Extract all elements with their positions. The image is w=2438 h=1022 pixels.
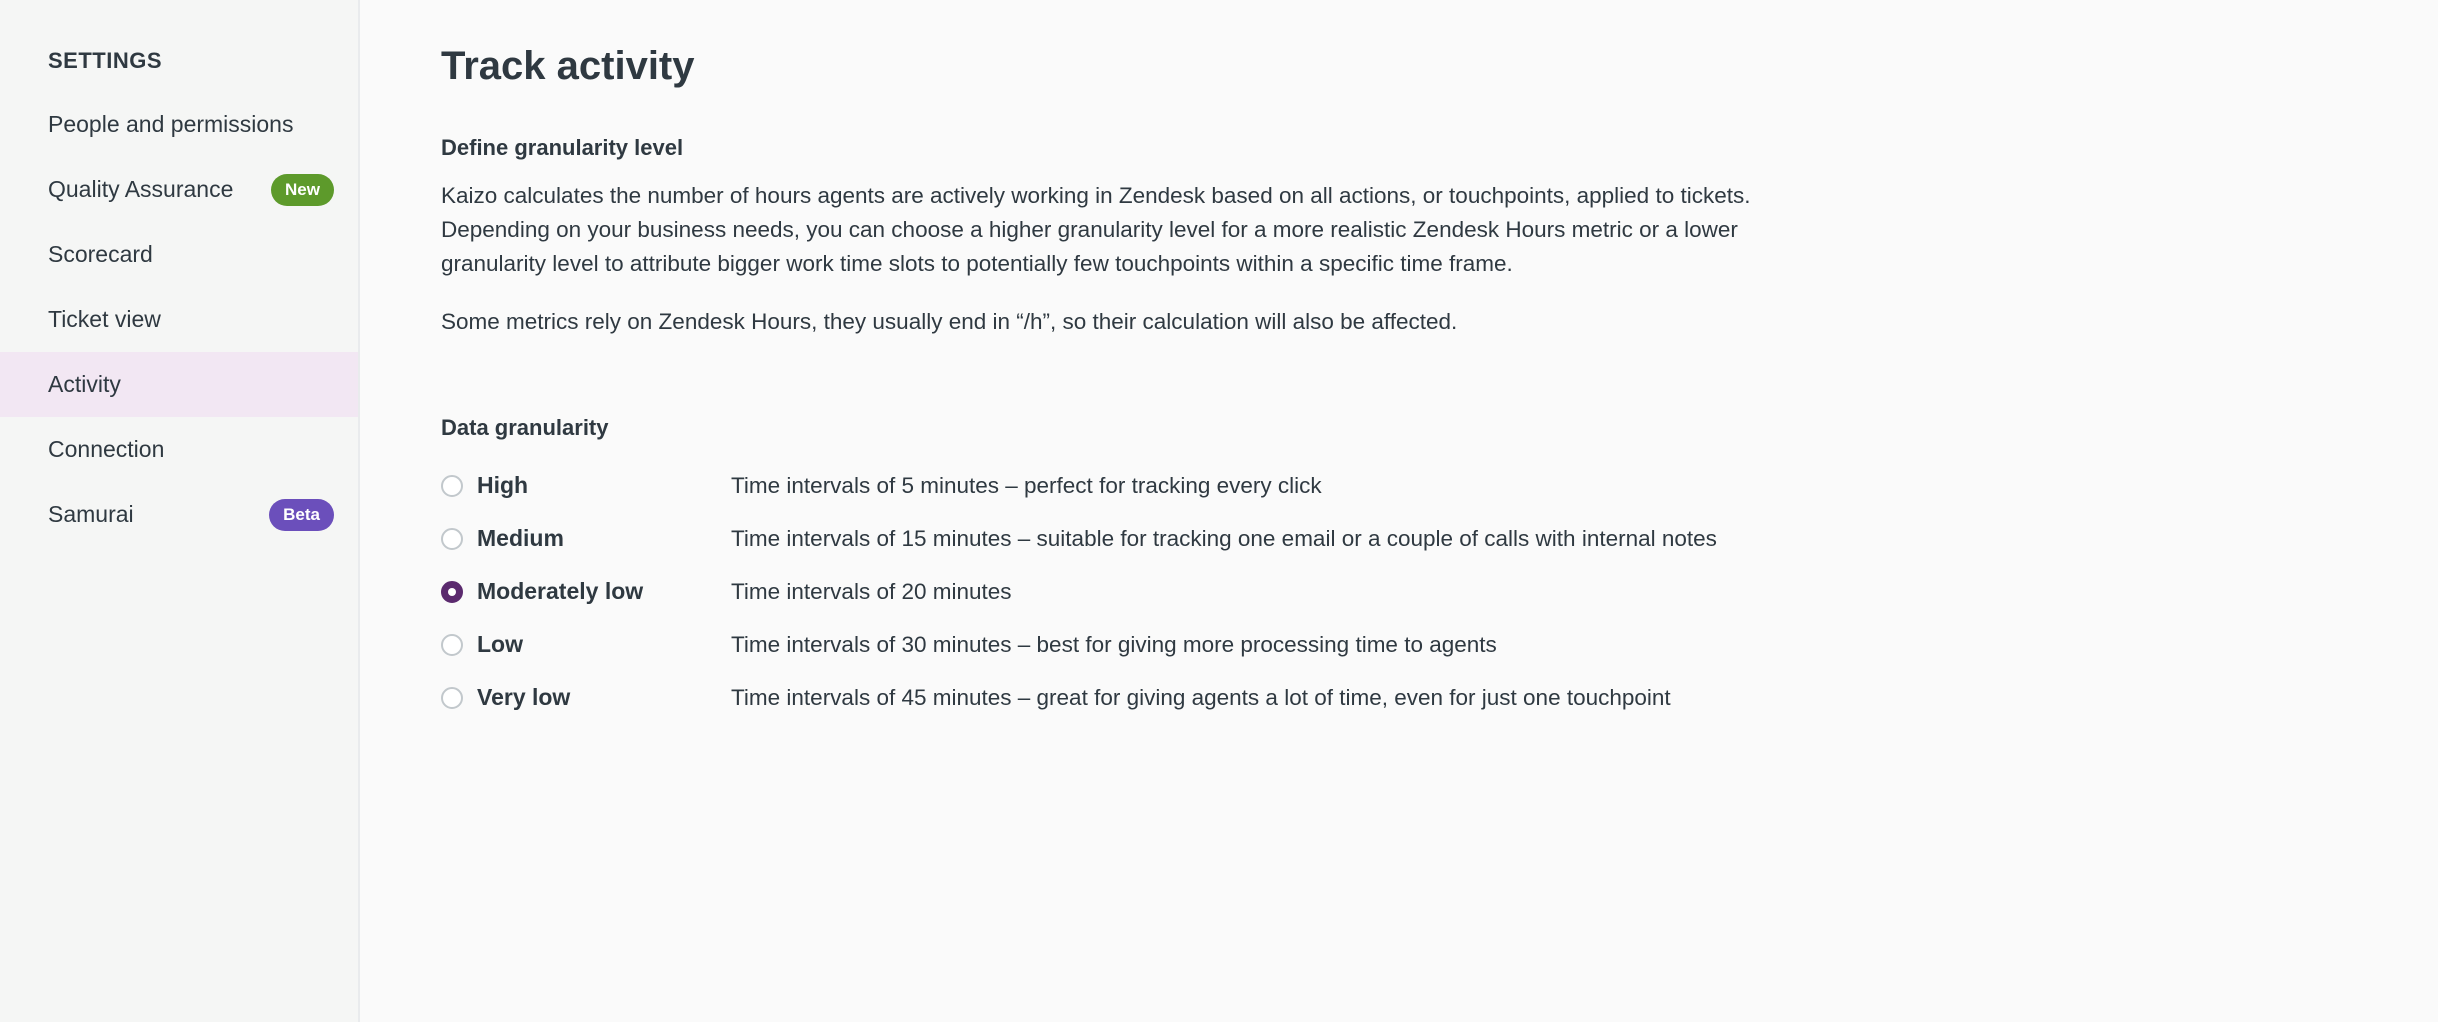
- sidebar-item-connection[interactable]: [0, 417, 358, 482]
- section-title: Define granularity level: [441, 135, 684, 160]
- sidebar-item-ticket-view[interactable]: [0, 287, 358, 352]
- main-content: [360, 0, 2438, 1022]
- description-paragraph: Kaizo calculates the number of hours agents are actively working in Zendesk based on all actions, or touchpoints, applied to tickets. Depending on your business needs, you can choose a higher granularity level for a more realistic Zendesk Hours metric or a lower granularity level to attribute bigger work time slots to potentially few touchpoints within a specific time frame.: [441, 183, 1751, 276]
- option-description: Time intervals of 15 minutes – suitable for tracking one email or a couple of calls with internal notes: [731, 525, 1717, 551]
- radio-button[interactable]: [441, 687, 463, 709]
- sidebar-item-label: Quality Assurance: [48, 176, 234, 202]
- granularity-title: Data granularity: [441, 415, 609, 440]
- option-label[interactable]: Low: [477, 631, 523, 657]
- sidebar-item-label: Ticket view: [48, 306, 161, 332]
- sidebar-item-label: Scorecard: [48, 241, 153, 267]
- sidebar-item-label: Samurai: [48, 501, 134, 527]
- option-description: Time intervals of 30 minutes – best for giving more processing time to agents: [731, 631, 1497, 657]
- sidebar-item-quality-assurance[interactable]: [0, 157, 358, 222]
- radio-button[interactable]: [441, 528, 463, 550]
- sidebar-item-people-and-permissions[interactable]: [0, 92, 358, 157]
- sidebar-item-scorecard[interactable]: [0, 222, 358, 287]
- option-label[interactable]: Moderately low: [477, 578, 644, 604]
- granularity-option-moderately-low[interactable]: [441, 565, 2438, 618]
- sidebar-item-activity[interactable]: [0, 352, 358, 417]
- new-badge: New: [271, 174, 334, 206]
- granularity-option-high[interactable]: [441, 459, 2438, 512]
- beta-badge: Beta: [269, 499, 334, 531]
- sidebar-item-label: Activity: [48, 371, 121, 397]
- sidebar-heading: SETTINGS: [48, 48, 163, 73]
- option-description: Time intervals of 20 minutes: [731, 578, 1012, 604]
- option-description: Time intervals of 45 minutes – great for giving agents a lot of time, even for just one touchpoint: [731, 684, 1671, 710]
- option-description: Time intervals of 5 minutes – perfect for tracking every click: [731, 472, 1322, 498]
- settings-sidebar: [0, 0, 360, 1022]
- sidebar-item-label: Connection: [48, 436, 165, 462]
- page-title: Track activity: [441, 44, 695, 88]
- radio-button[interactable]: [441, 475, 463, 497]
- note-paragraph: Some metrics rely on Zendesk Hours, they usually end in “/h”, so their calculation will also be affected.: [441, 309, 1458, 334]
- option-label[interactable]: Very low: [477, 684, 571, 710]
- granularity-option-very-low[interactable]: [441, 671, 2438, 724]
- radio-button-selected[interactable]: [441, 581, 463, 603]
- granularity-option-low[interactable]: [441, 618, 2438, 671]
- option-label[interactable]: High: [477, 472, 529, 498]
- radio-button[interactable]: [441, 634, 463, 656]
- data-granularity-section: [441, 415, 2438, 724]
- granularity-option-medium[interactable]: [441, 512, 2438, 565]
- sidebar-item-label: People and permissions: [48, 111, 294, 137]
- sidebar-item-samurai[interactable]: [0, 482, 358, 547]
- option-label[interactable]: Medium: [477, 525, 564, 551]
